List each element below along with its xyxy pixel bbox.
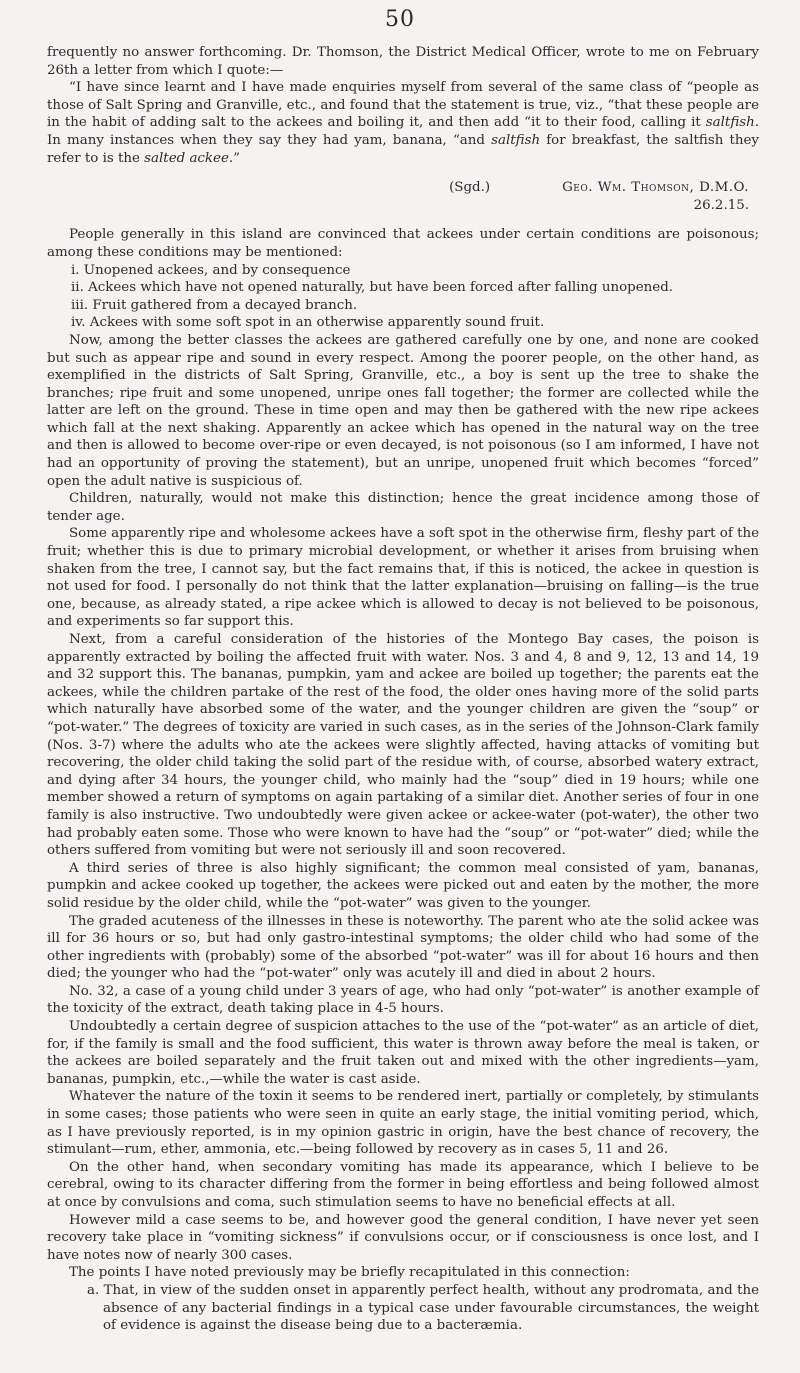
signature-detail [562,179,749,214]
condition-item: ii. Ackees which have not opened naturally, but have been forced after falling unopened. [71,280,674,296]
quote-part-1: “I have since learnt and I have made enquiries myself from several of the same class of “people as those of Salt Spring and Granville, etc., and found that the statement is true, viz., “that these people are in the habit of adding salt to the ackees and boiling it, and then add “it to their food, calling it [47,80,759,131]
condition-item: iv. Ackees with some soft spot in an otherwise apparently sound fruit. [71,315,545,331]
signature-date: 26.2.15. [693,197,749,213]
paragraph: Undoubtedly a certain degree of suspicion attaches to the use of the “pot-water” as an article of diet, for, if the family is small and the food sufficient, this water is thrown away before the meal is taken, or the ackees are boiled separately and the fruit taken out and mixed with the other ingredients—yam, bananas, pumpkin, etc.,—while the water is cast aside. [47,1019,759,1087]
quote-term-saltfish: saltfish. [705,115,759,131]
quote-part-4: ” [233,150,241,166]
quote-term-saltfish-2: saltfish [491,132,541,148]
recap-points [47,1282,759,1335]
paragraph: Whatever the nature of the toxin it seems to be rendered inert, partially or completely, by stimulants in some cases; those patients who were seen in quite an early stage, the initial vomiting period, which, as I have previously reported, is in my opinion gastric in origin, have the best chance of recovery, the stimulant—rum, ether, ammonia, etc.—being followed by recovery as in cases 5, 11 and 26. [47,1089,759,1158]
conditions-intro: People generally in this island are convinced that ackees under certain conditions are poisonous; among these conditions may be mentioned: [47,227,759,260]
opening-paragraph: frequently no answer forthcoming. Dr. Thomson, the District Medical Officer, wrote to me on February 26th a letter from which I quote:— [47,45,759,78]
quote-part-2: In many instances when they say they had yam, banana, “and [47,132,492,148]
paragraph: Children, naturally, would not make this distinction; hence the great incidence among those of tender age. [47,491,759,524]
recap-point-a: a. That, in view of the sudden onset in apparently perfect health, without any prodromata, and the absence of any bacterial findings in a typical case under favourable circumstances, the weight of evidence is against the disease being due to a bacteræmia. [87,1282,759,1334]
paragraph: On the other hand, when secondary vomiting has made its appearance, which I believe to be cerebral, owing to its character differing from the former in being effortless and being followed almost at once by convulsions and coma, such stimulation seems to have no beneficial effects at all. [47,1159,759,1210]
paragraph: Some apparently ripe and wholesome ackees have a soft spot in the otherwise firm, fleshy part of the fruit; whether this is due to primary microbial development, or whether it arises from bruising when shaken from the tree, I cannot say, but the fact remains that, if this is noticed, the ackee in question is not used for food. I personally do not think that the latter explanation—bruising on falling—is the true one, because, as already stated, a ripe ackee which is allowed to decay is not believed to be poisonous, and experiments so far support this. [47,526,759,630]
paragraph: Next, from a careful consideration of the histories of the Montego Bay cases, the poison is apparently extracted by boiling the affected fruit with water. Nos. 3 and 4, 8 and 9, 12, 13 and 14, 19 and 32 support this. The bananas, pumpkin, yam and ackee are boiled up together; the parents eat the ackees, while the children partake of the rest of the food, the older ones having more of the solid parts which naturally have absorbed some of the water, and the younger children are given the “soup” or “pot-water.” The degrees of toxicity are varied in such cases, as in the series of the Johnson-Clark family (Nos. 3-7) where the adults who ate the ackees were slightly affected, having attacks of vomiting but recovering, the older child taking the solid part of the residue with, of course, absorbed watery extract, and dying after 34 hours, the younger child, who mainly had the “soup” died in 19 hours; while one member showed a return of symptoms on again partaking of a similar diet. Another series of four in one family is also instructive. Two undoubtedly were given ackee or ackee-water (pot-water), the other two had probably eaten some. Those who were known to have had the “soup” or “pot-water” died; while the others suffered from vomiting but were not seriously ill and soon recovered. [47,632,759,859]
quote-part-3: for breakfast, the saltfish they refer to is the [47,132,759,166]
page-body [47,44,759,1335]
signature-sgd: (Sgd.) [449,180,491,196]
paragraph: The graded acuteness of the illnesses in these is noteworthy. The parent who ate the solid ackee was ill for 36 hours or so, but had only gastro-intestinal symptoms; the older child who had some of the other ingredients with (probably) some of the absorbed “pot-water” was ill for about 16 hours and then died; the younger who had the “pot-water” only was acutely ill and died in about 2 hours. [47,913,759,982]
condition-item: i. Unopened ackees, and by consequence [71,262,351,278]
condition-item: iii. Fruit gathered from a decayed branch. [71,297,358,313]
paragraph: However mild a case seems to be, and however good the general condition, I have never yet seen recovery take place in “vomiting sickness” if convulsions occur, or if consciousness is once lost, and I have notes now of nearly 300 cases. [47,1212,759,1263]
paragraph: A third series of three is also highly significant; the common meal consisted of yam, bananas, pumpkin and ackee cooked up together, the ackees were picked out and eaten by the mother, the more solid residue by the older child, while the “pot-water” was given to the younger. [47,860,759,911]
conditions-list [47,262,759,332]
paragraph: Now, among the better classes the ackees are gathered carefully one by one, and none are cooked but such as appear ripe and sound in every respect. Among the poorer people, on the other hand, as exemplified in the districts of Salt Spring, Granville, etc., a boy is sent up the tree to shake the branches; ripe fruit and some unopened, unripe ones fall together; the former are collected while the latter are left on the ground. These in time open and may then be gathered with the new ripe ackees which fall at the next shaking. Apparently an ackee which has opened in the natural way on the tree and then is allowed to become over-ripe or even decayed, is not poisonous (so I am informed, I have not had an opportunity of proving the statement), but an unripe, unopened fruit which becomes “forced” open the adult native is suspicious of. [47,332,759,489]
paragraph: No. 32, a case of a young child under 3 years of age, who had only “pot-water” is another example of the toxicity of the extract, death taking place in 4-5 hours. [47,983,759,1017]
paragraph: The points I have noted previously may be briefly recapitulated in this connection: [69,1265,630,1281]
quote-term-salted-ackee: salted ackee. [144,150,234,166]
signature-name: Geo. Wm. Thomson, D.M.O. [562,180,749,196]
signature-block [47,179,759,214]
page-number: 50 [385,7,415,32]
quoted-letter [47,79,759,167]
